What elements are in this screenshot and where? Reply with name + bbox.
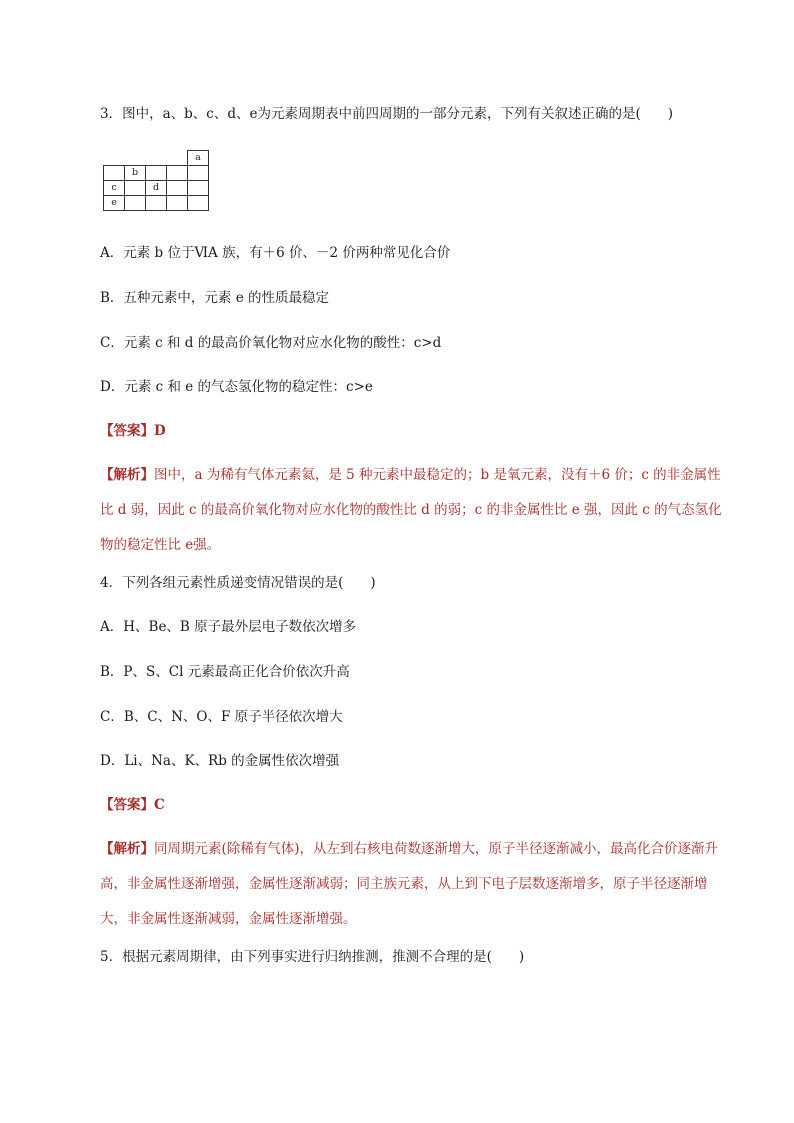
answer-value: C	[154, 797, 165, 813]
q3-option-a: A．元素 b 位于ⅥA 族，有＋6 价、－2 价两种常见化合价	[100, 245, 451, 261]
periodic-table-fragment	[103, 150, 209, 211]
q4-option-c: C．B、C、N、O、F 原子半径依次增大	[100, 709, 343, 725]
question-5-stem: 5．根据元素周期律，由下列事实进行归纳推测，推测不合理的是( )	[100, 949, 525, 965]
q3-option-b: B．五种元素中，元素 e 的性质最稳定	[100, 290, 329, 306]
q3-analysis	[100, 458, 726, 563]
cell-d: d	[146, 181, 167, 196]
analysis-tag: 【解析】	[100, 841, 154, 857]
cell-e: e	[104, 196, 125, 211]
q4-answer	[100, 795, 165, 815]
question-4-stem: 4．下列各组元素性质递变情况错误的是( )	[100, 575, 376, 591]
q3-option-c: C．元素 c 和 d 的最高价氧化物对应水化物的酸性：c>d	[100, 335, 442, 351]
analysis-text: 图中，a 为稀有气体元素氦，是 5 种元素中最稳定的；b 是氧元素，没有＋6 价；c 的非金属性比 d 弱，因此 c 的最高价氧化物对应水化物的酸性比 d 的弱；c 的非金属性比 e 强，因此 c 的气态氢化物的稳定性比 e强。	[100, 467, 722, 553]
q3-answer	[100, 421, 166, 441]
q4-option-d: D．Li、Na、K、Rb 的金属性依次增强	[100, 753, 340, 769]
answer-tag: 【答案】	[100, 423, 154, 439]
cell-a: a	[188, 151, 209, 166]
answer-value: D	[154, 423, 166, 439]
q4-analysis	[100, 832, 726, 937]
q4-option-b: B．P、S、Cl 元素最高正化合价依次升高	[100, 664, 350, 680]
cell-b: b	[125, 166, 146, 181]
q3-option-d: D．元素 c 和 e 的气态氢化物的稳定性：c>e	[100, 379, 373, 395]
answer-tag: 【答案】	[100, 797, 154, 813]
question-3-stem: 3．图中，a、b、c、d、e为元素周期表中前四周期的一部分元素，下列有关叙述正确的是( )	[100, 106, 674, 122]
analysis-tag: 【解析】	[100, 467, 154, 483]
cell-c: c	[104, 181, 125, 196]
q4-option-a: A．H、Be、B 原子最外层电子数依次增多	[100, 619, 357, 635]
analysis-text: 同周期元素(除稀有气体)，从左到右核电荷数逐渐增大，原子半径逐渐减小，最高化合价逐渐升高，非金属性逐渐增强，金属性逐渐减弱；同主族元素，从上到下电子层数逐渐增多，原子半径逐渐增大，非金属性逐渐减弱，金属性逐渐增强。	[100, 841, 719, 927]
